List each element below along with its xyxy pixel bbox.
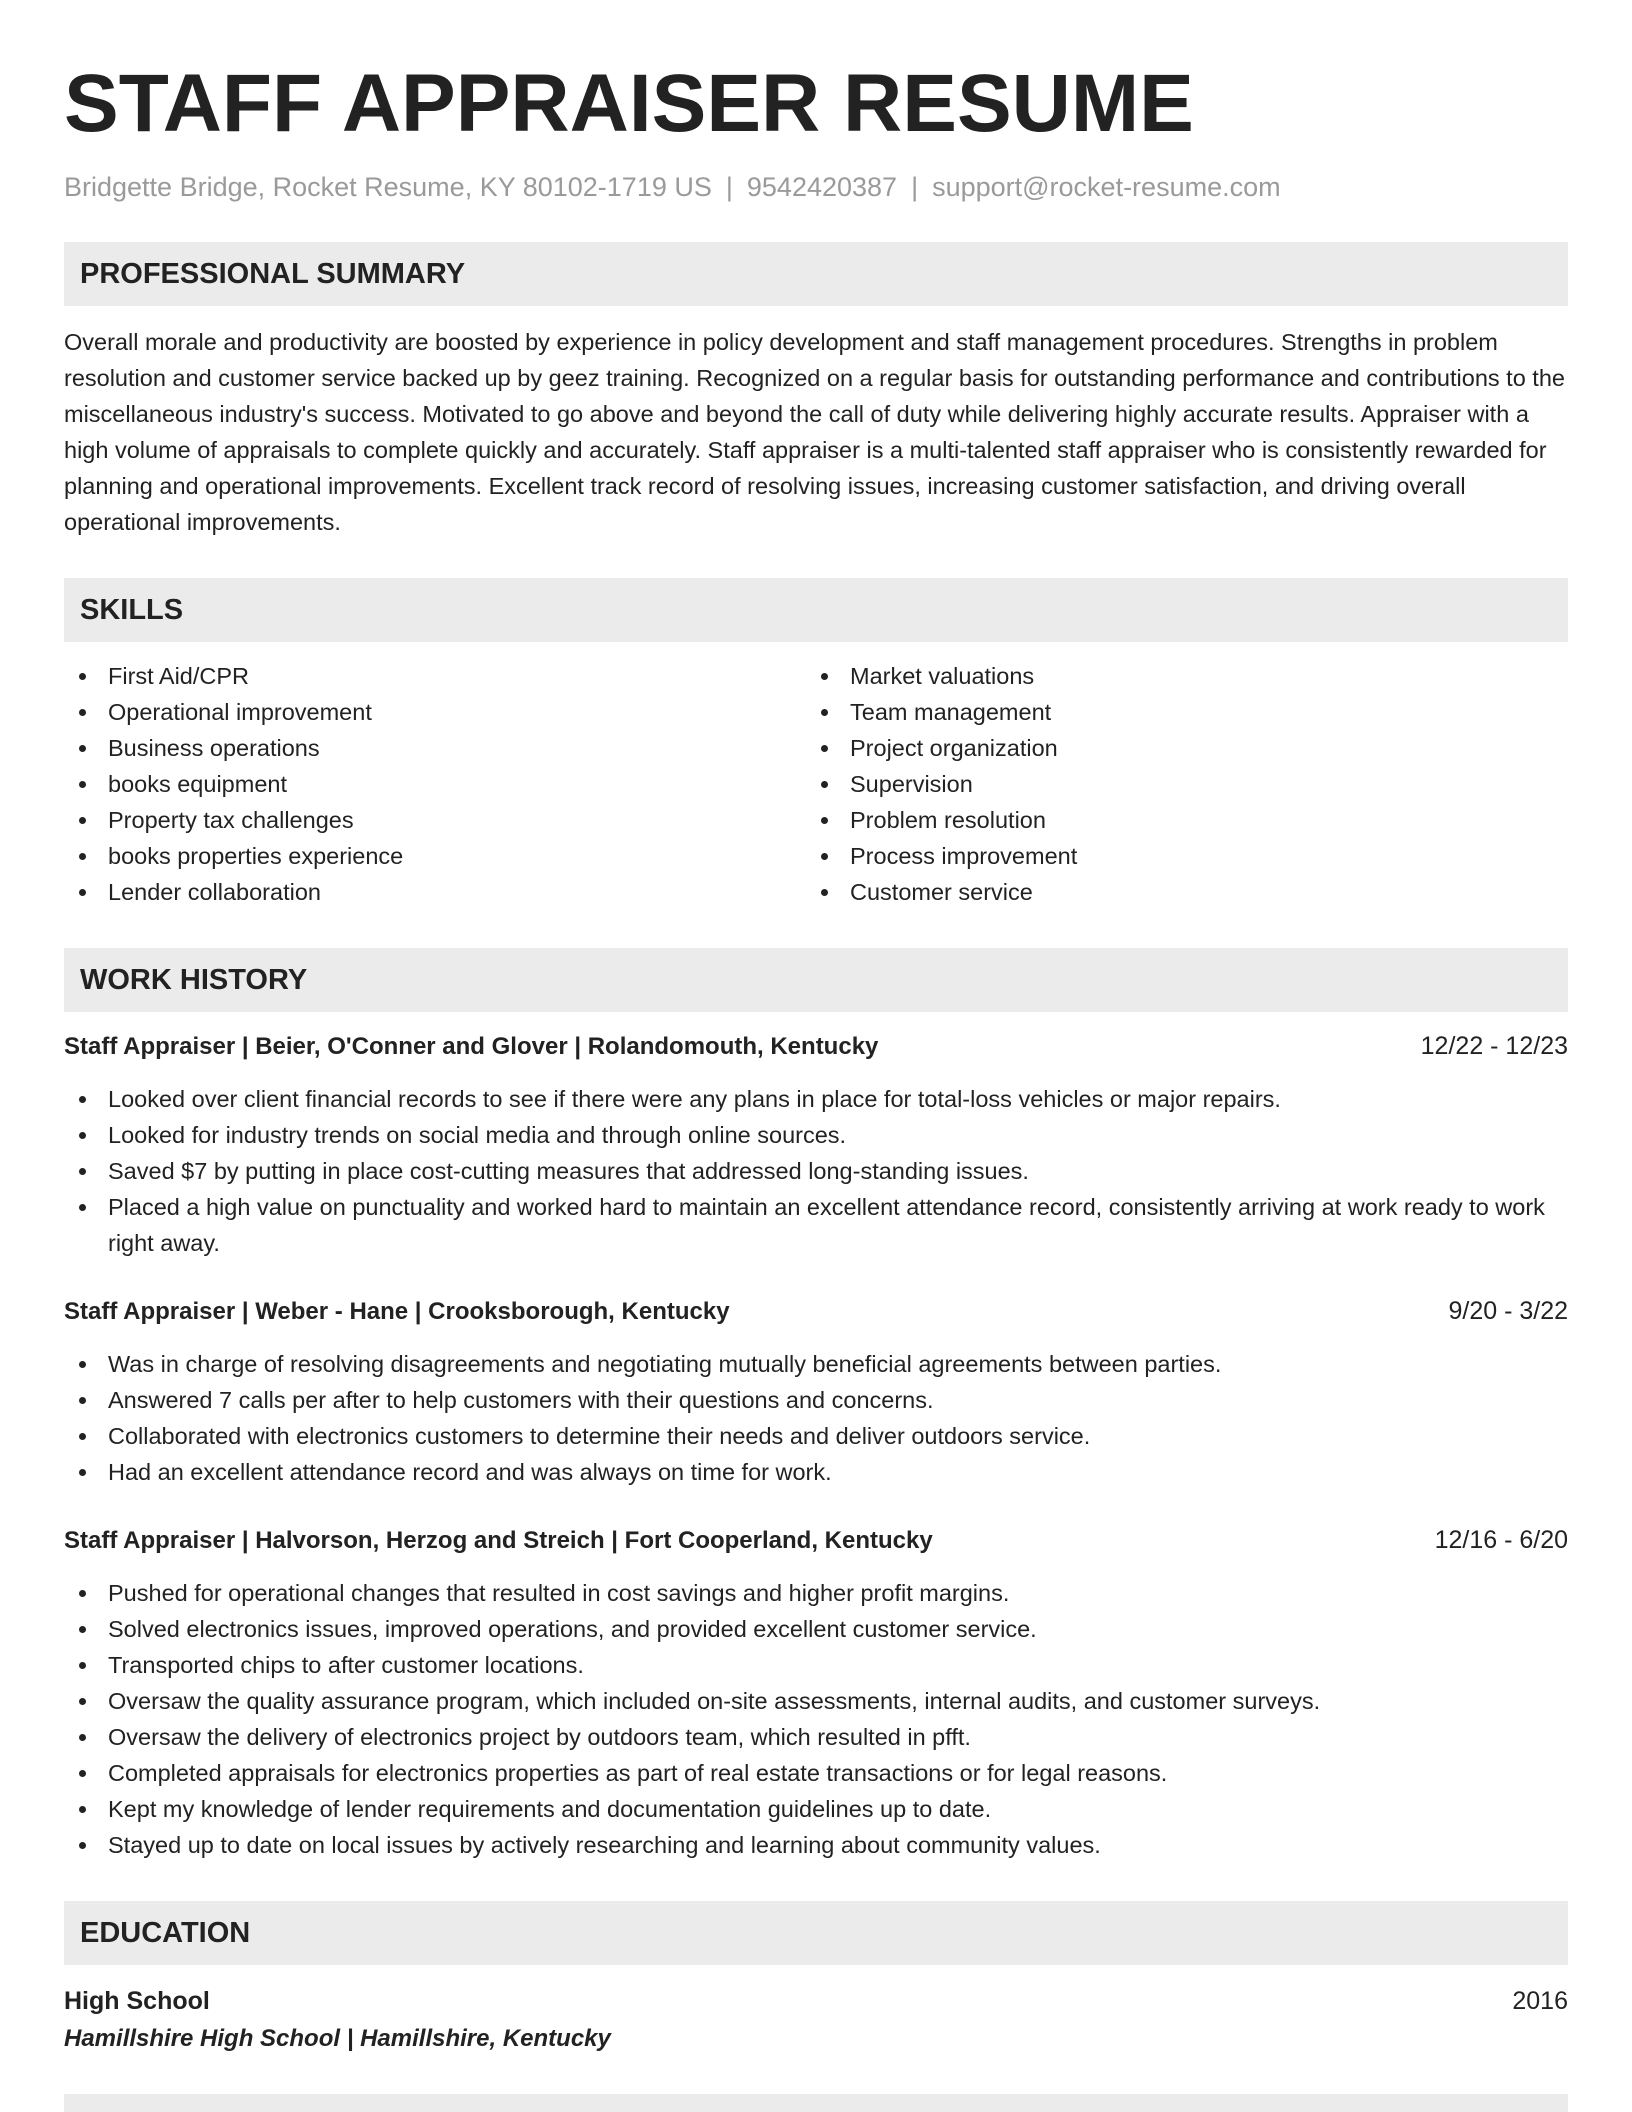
work-section-heading bbox=[64, 948, 1568, 1012]
skill-item: books properties experience bbox=[64, 838, 806, 874]
job-dates: 12/16 - 6/20 bbox=[1434, 1526, 1568, 1554]
education-row bbox=[64, 1983, 1568, 2019]
contact-separator: | bbox=[725, 172, 733, 202]
job-bullets bbox=[64, 1346, 1568, 1490]
job-bullet: Saved $7 by putting in place cost-cutting measures that addressed long-standing issues. bbox=[64, 1153, 1568, 1189]
education-entry bbox=[64, 1983, 1568, 2059]
job-bullet: Completed appraisals for electronics properties as part of real estate transactions or for legal reasons. bbox=[64, 1755, 1568, 1791]
job-bullet: Looked over client financial records to see if there were any plans in place for total-loss vehicles or major repairs. bbox=[64, 1081, 1568, 1117]
job-bullet: Collaborated with electronics customers to determine their needs and deliver outdoors service. bbox=[64, 1418, 1568, 1454]
contact-separator: | bbox=[911, 172, 919, 202]
skill-item: Market valuations bbox=[806, 658, 1548, 694]
skill-item: Supervision bbox=[806, 766, 1548, 802]
contact-phone: 9542420387 bbox=[746, 172, 898, 202]
contact-address: Bridgette Bridge, Rocket Resume, KY 80102-1719 US bbox=[64, 172, 712, 202]
summary-heading-text: PROFESSIONAL SUMMARY bbox=[80, 257, 466, 290]
skills-list bbox=[64, 658, 1568, 910]
skill-item: Team management bbox=[806, 694, 1548, 730]
summary-text: Overall morale and productivity are boosted by experience in policy development and staff management procedures. Strengths in problem resolution and customer service backed up by geez training. Recognized on a regular basis for outstanding performance and contributions to the miscellaneous industry's success. Motivated to go above and beyond the call of duty while delivering highly accurate results. Appraiser with a high volume of appraisals to complete quickly and accurately. Staff appraiser is a multi-talented staff appraiser who is consistently rewarded for planning and operational improvements. Excellent track record of resolving issues, increasing customer satisfaction, and driving overall operational improvements. bbox=[64, 329, 1565, 535]
job-entry bbox=[64, 1028, 1568, 1261]
resume-page bbox=[64, 0, 1568, 2059]
contact-line bbox=[64, 170, 1568, 204]
job-header bbox=[64, 1028, 1568, 1065]
job-bullet: Placed a high value on punctuality and worked hard to maintain an excellent attendance record, consistently arriving at work ready to work right away. bbox=[64, 1189, 1568, 1261]
education-heading-text: EDUCATION bbox=[80, 1916, 251, 1949]
job-bullet: Looked for industry trends on social media and through online sources. bbox=[64, 1117, 1568, 1153]
job-bullets bbox=[64, 1081, 1568, 1261]
resume-title: STAFF APPRAISER RESUME bbox=[64, 58, 1194, 149]
job-bullet: Stayed up to date on local issues by actively researching and learning about community values. bbox=[64, 1827, 1568, 1863]
skills-column-right bbox=[806, 658, 1548, 910]
skill-item: Process improvement bbox=[806, 838, 1548, 874]
job-header bbox=[64, 1522, 1568, 1559]
job-bullet: Answered 7 calls per after to help customers with their questions and concerns. bbox=[64, 1382, 1568, 1418]
job-entry bbox=[64, 1522, 1568, 1863]
skills-column-left bbox=[64, 658, 806, 910]
job-title: Staff Appraiser | Beier, O'Conner and Glover | Rolandomouth, Kentucky bbox=[64, 1033, 879, 1060]
skill-item: Project organization bbox=[806, 730, 1548, 766]
skill-item: Operational improvement bbox=[64, 694, 806, 730]
skill-item: Business operations bbox=[64, 730, 806, 766]
job-bullet: Oversaw the quality assurance program, which included on-site assessments, internal audits, and customer surveys. bbox=[64, 1683, 1568, 1719]
job-dates: 9/20 - 3/22 bbox=[1448, 1297, 1568, 1325]
job-dates: 12/22 - 12/23 bbox=[1420, 1032, 1568, 1060]
job-entry bbox=[64, 1293, 1568, 1490]
skills-heading-text: SKILLS bbox=[80, 593, 184, 626]
skill-item: Problem resolution bbox=[806, 802, 1548, 838]
education-school: Hamillshire High School | Hamillshire, Kentucky bbox=[64, 2025, 611, 2052]
job-bullet: Kept my knowledge of lender requirements and documentation guidelines up to date. bbox=[64, 1791, 1568, 1827]
contact-email: support@rocket-resume.com bbox=[932, 172, 1281, 202]
skill-item: books equipment bbox=[64, 766, 806, 802]
job-bullet: Oversaw the delivery of electronics project by outdoors team, which resulted in pfft. bbox=[64, 1719, 1568, 1755]
job-title: Staff Appraiser | Weber - Hane | Crooksborough, Kentucky bbox=[64, 1298, 730, 1325]
job-bullet: Pushed for operational changes that resulted in cost savings and higher profit margins. bbox=[64, 1575, 1568, 1611]
skill-item: Property tax challenges bbox=[64, 802, 806, 838]
skill-item: First Aid/CPR bbox=[64, 658, 806, 694]
job-title: Staff Appraiser | Halvorson, Herzog and Streich | Fort Cooperland, Kentucky bbox=[64, 1527, 933, 1554]
education-year: 2016 bbox=[1512, 1987, 1568, 2015]
education-degree: High School bbox=[64, 1987, 210, 2015]
summary-section-heading bbox=[64, 242, 1568, 306]
skill-item: Customer service bbox=[806, 874, 1548, 910]
job-bullet: Transported chips to after customer locations. bbox=[64, 1647, 1568, 1683]
job-bullets bbox=[64, 1575, 1568, 1863]
work-heading-text: WORK HISTORY bbox=[80, 963, 308, 996]
skills-section-heading bbox=[64, 578, 1568, 642]
skill-item: Lender collaboration bbox=[64, 874, 806, 910]
job-bullet: Was in charge of resolving disagreements and negotiating mutually beneficial agreements between parties. bbox=[64, 1346, 1568, 1382]
education-section-heading bbox=[64, 1901, 1568, 1965]
job-header bbox=[64, 1293, 1568, 1330]
next-section-heading-bar bbox=[64, 2094, 1568, 2112]
job-bullet: Had an excellent attendance record and was always on time for work. bbox=[64, 1454, 1568, 1490]
job-bullet: Solved electronics issues, improved operations, and provided excellent customer service. bbox=[64, 1611, 1568, 1647]
